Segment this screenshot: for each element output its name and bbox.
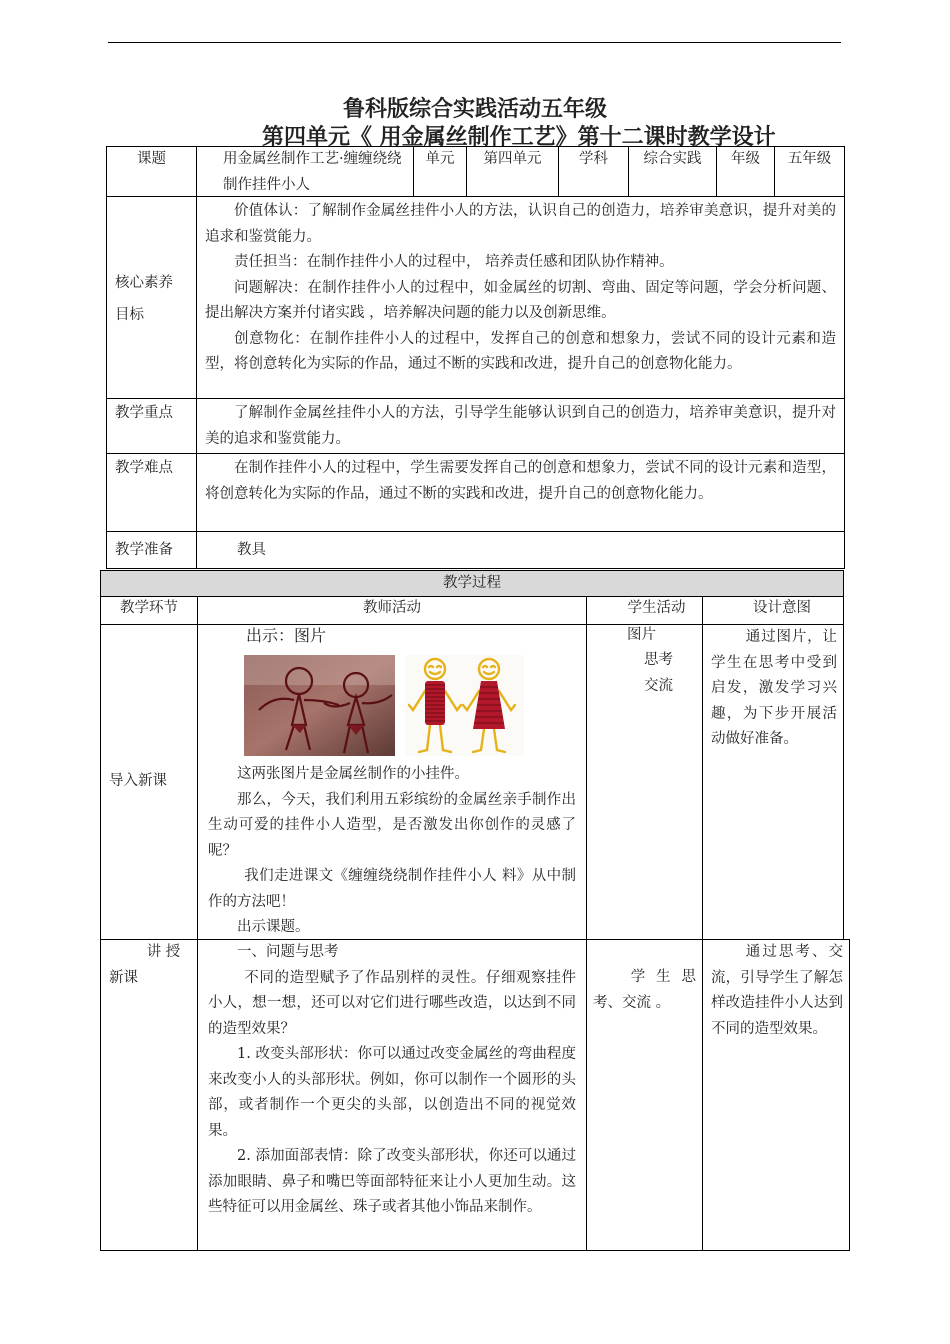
difficulty-label: 教学难点 [106, 453, 197, 532]
intro-para-2: 那么，今天，我们利用五彩缤纷的金属丝亲手制作出生动可爱的挂件小人造型，是否激发出你创作的灵感了呢？ [208, 791, 576, 859]
intro-student-3: 交流 [644, 678, 673, 694]
difficulty-text: 在制作挂件小人的过程中，学生需要发挥自己的创意和想象力，尝试不同的设计元素和造型，将创意转化为实际的作品，通过不断的实践和改进，提升自己的创意物化能力。 [205, 460, 836, 502]
core-para-4: 创意物化：在制作挂件小人的过程中，发挥自己的创意和想象力，尝试不同的设计元素和造型，将创意转化为实际的作品，通过不断的实践和改进，提升自己的创意物化能力。 [205, 330, 836, 372]
core-para-2: 责任担当：在制作挂件小人的过程中， 培养责任感和团队协作精神。 [234, 254, 674, 270]
unit-value: 第四单元 [466, 146, 559, 197]
wire-figures-photo-1 [244, 655, 395, 756]
subject-label: 学科 [558, 146, 629, 197]
core-label: 核心素养目标 [115, 275, 173, 323]
teach-para-1: 不同的造型赋予了作品别样的灵性。仔细观察挂件小人，想一想，还可以对它们进行哪些改造，以达到不同的造型效果？ [208, 969, 576, 1037]
core-para-1: 价值体认：了解制作金属丝挂件小人的方法，认识自己的创造力，培养审美意识，提升对美的追求和鉴赏能力。 [205, 203, 836, 245]
doc-title-line2: 第四单元《 用金属丝制作工艺》第十二课时教学设计 [262, 125, 776, 150]
col-intent: 设计意图 [702, 596, 844, 625]
teach-student-cell [586, 939, 703, 1251]
topic-value: 用金属丝制作工艺·缠缠绕绕制作挂件小人 [196, 146, 414, 197]
keypoint-text: 了解制作金属丝挂件小人的方法，引导学生能够认识到自己的创造力，培养审美意识，提升对美的追求和鉴赏能力。 [205, 405, 836, 447]
intro-para-3: 我们走进课文《缠缠绕绕制作挂件小人 料》从中制作的方法吧！ [208, 868, 576, 910]
intro-student-2: 思考 [644, 652, 673, 668]
intro-stage: 导入新课 [109, 773, 167, 789]
doc-title-line1: 鲁科版综合实践活动五年级 [342, 97, 607, 122]
unit-label: 单元 [413, 146, 467, 197]
teach-stage-line2: 新课 [109, 969, 138, 986]
intro-intent-cell [702, 624, 844, 940]
core-para-3: 问题解决：在制作挂件小人的过程中，如金属丝的切割、弯曲、固定等问题，学会分析问题、提出解决方案并付诸实践 ，培养解决问题的能力以及创新思维。 [205, 279, 836, 321]
teach-student: 学 生 思考、交流 。 [593, 969, 696, 1011]
wire-figures-photo-2 [405, 655, 524, 756]
teach-para-3: 2. 添加面部表情：除了改变头部形状，你还可以通过添加眼睛、鼻子和嘴巴等面部特征来让小人更加生动。这些特征可以用金属丝、珠子或者其他小饰品来制作。 [208, 1148, 576, 1215]
teach-para-2: 1. 改变头部形状：你可以通过改变金属丝的弯曲程度来改变小人的头部形状。例如，你可以制作一个圆形的头部，或者制作一个更尖的头部，以创造出不同的视觉效果。 [208, 1046, 576, 1139]
intro-teacher-cell [197, 624, 587, 940]
topic-label: 课题 [106, 146, 197, 197]
teach-stage-cell [100, 939, 198, 1251]
teach-heading: 一、问题与思考 [237, 944, 339, 960]
intro-stage-cell [100, 624, 198, 940]
keypoint-label: 教学重点 [106, 398, 197, 454]
teach-intent: 通过思考、交流，引导学生了解怎样改造挂件小人达到不同的造型效果。 [711, 944, 843, 1037]
difficulty-content [196, 453, 845, 532]
core-content [196, 196, 845, 399]
col-stage: 教学环节 [100, 596, 198, 625]
intro-student-cell [586, 624, 703, 940]
grade-value: 五年级 [774, 146, 845, 197]
intro-student-1: 图片 [627, 627, 656, 643]
intro-para-1: 这两张图片是金属丝制作的小挂件。 [237, 766, 469, 782]
teach-intent-cell [702, 939, 850, 1251]
prep-text: 教具 [196, 531, 845, 569]
intro-intent: 通过图片，让学生在思考中受到启发，激发学习兴趣，为下步开展活动做好准备。 [711, 629, 837, 747]
teach-teacher-cell [197, 939, 587, 1251]
subject-value: 综合实践 [628, 146, 717, 197]
prep-label: 教学准备 [106, 531, 197, 569]
header-rule [108, 42, 841, 43]
keypoint-content [196, 398, 845, 454]
core-label-cell [106, 196, 197, 399]
col-student: 学生活动 [586, 596, 703, 625]
intro-para-4: 出示课题。 [237, 919, 310, 935]
intro-show-text: 出示：图片 [246, 626, 327, 645]
grade-label: 年级 [716, 146, 775, 197]
teach-stage-line1: 讲 授 [146, 944, 181, 960]
col-teacher: 教师活动 [197, 596, 587, 625]
process-title: 教学过程 [100, 570, 844, 597]
